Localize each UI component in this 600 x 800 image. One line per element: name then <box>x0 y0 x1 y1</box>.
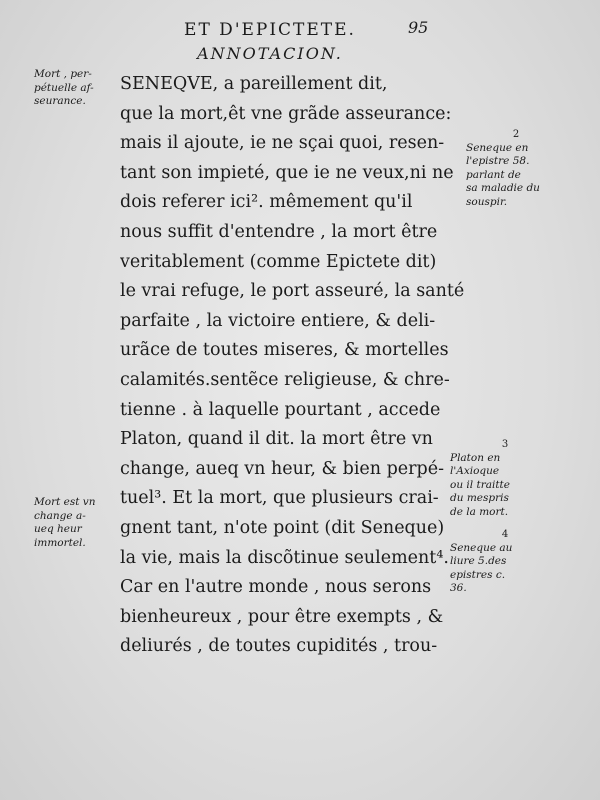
body-text <box>120 70 465 662</box>
margin-note-text: Seneque au <box>450 541 513 554</box>
page-number: 95 <box>408 18 429 37</box>
body-line: urãce de toutes miseres, & mortelles <box>120 340 449 361</box>
body-line: nous suffit d'entendre , la mort être <box>120 221 438 242</box>
body-line: dois referer ici². mêmement qu'il <box>120 192 413 213</box>
margin-note-text: sa maladie du souspir. <box>466 182 540 208</box>
body-line: SENEQVE, a pareillement dit, <box>120 74 388 94</box>
body-line: tienne . à laquelle pourtant , accede <box>120 399 441 420</box>
note-number: 4 <box>501 529 509 540</box>
margin-note-text: change a- <box>34 509 86 522</box>
body-line: Platon, quand il dit. la mort être vn <box>120 429 433 450</box>
margin-note-text: liure 5.des <box>450 555 507 567</box>
margin-note-text: l'Axioque <box>450 465 500 477</box>
margin-note-text: parlant de <box>466 168 521 181</box>
margin-note-text: pétuelle af- <box>34 81 94 94</box>
body-line: tuel³. Et la mort, que plusieurs crai- <box>120 488 439 509</box>
body-line: la vie, mais la discõtinue seulement⁴. <box>120 547 449 568</box>
body-line: veritablement (comme Epictete dit) <box>120 251 437 272</box>
body-line: calamités.sentẽce religieuse, & chre- <box>120 369 450 390</box>
body-line: parfaite , la victoire entiere, & deli- <box>120 310 436 331</box>
margin-note-text: du mespris <box>450 492 509 504</box>
margin-note-text: Platon en <box>450 451 501 464</box>
margin-note-text: ou il traitte <box>450 478 510 491</box>
body-line: Car en l'autre monde , nous serons <box>120 577 432 598</box>
section-heading: ANNOTACION. <box>197 44 343 63</box>
margin-note-text: Mort , per- <box>34 68 92 80</box>
margin-note-text: immortel. <box>34 536 86 549</box>
margin-note-left-1 <box>34 68 118 109</box>
margin-note-text: seurance. <box>34 95 86 107</box>
margin-note-right-2 <box>466 128 566 209</box>
body-line: tant son impieté, que ie ne veux,ni ne <box>120 162 454 183</box>
margin-note-text: Mort est vn <box>34 496 96 508</box>
body-line: mais il ajoute, ie ne sçai quoi, resen- <box>120 133 445 154</box>
margin-note-text: ueq heur <box>34 523 82 535</box>
margin-note-text: de la mort. <box>450 505 509 518</box>
margin-note-text: epistres c. <box>450 568 506 581</box>
margin-note-right-3 <box>450 438 560 519</box>
note-number: 3 <box>501 439 509 450</box>
margin-note-text: l'epistre 58. <box>466 155 530 167</box>
body-line: bienheureux , pour être exempts , & <box>120 606 444 627</box>
note-number: 2 <box>512 129 520 140</box>
running-head: ET D'EPICTETE. <box>184 20 356 40</box>
margin-note-text: 36. <box>450 582 467 594</box>
margin-note-right-4 <box>450 528 560 596</box>
body-line: le vrai refuge, le port asseuré, la santé <box>120 281 465 302</box>
body-line: deliurés , de toutes cupidités , trou- <box>120 636 438 657</box>
body-line: change, aueq vn heur, & bien perpé- <box>120 458 444 479</box>
margin-note-text: Seneque en <box>466 141 529 154</box>
body-line: gnent tant, n'ote point (dit Seneque) <box>120 517 445 538</box>
margin-note-left-2 <box>34 496 118 550</box>
body-line: que la mort,êt vne grãde asseurance: <box>120 103 452 124</box>
